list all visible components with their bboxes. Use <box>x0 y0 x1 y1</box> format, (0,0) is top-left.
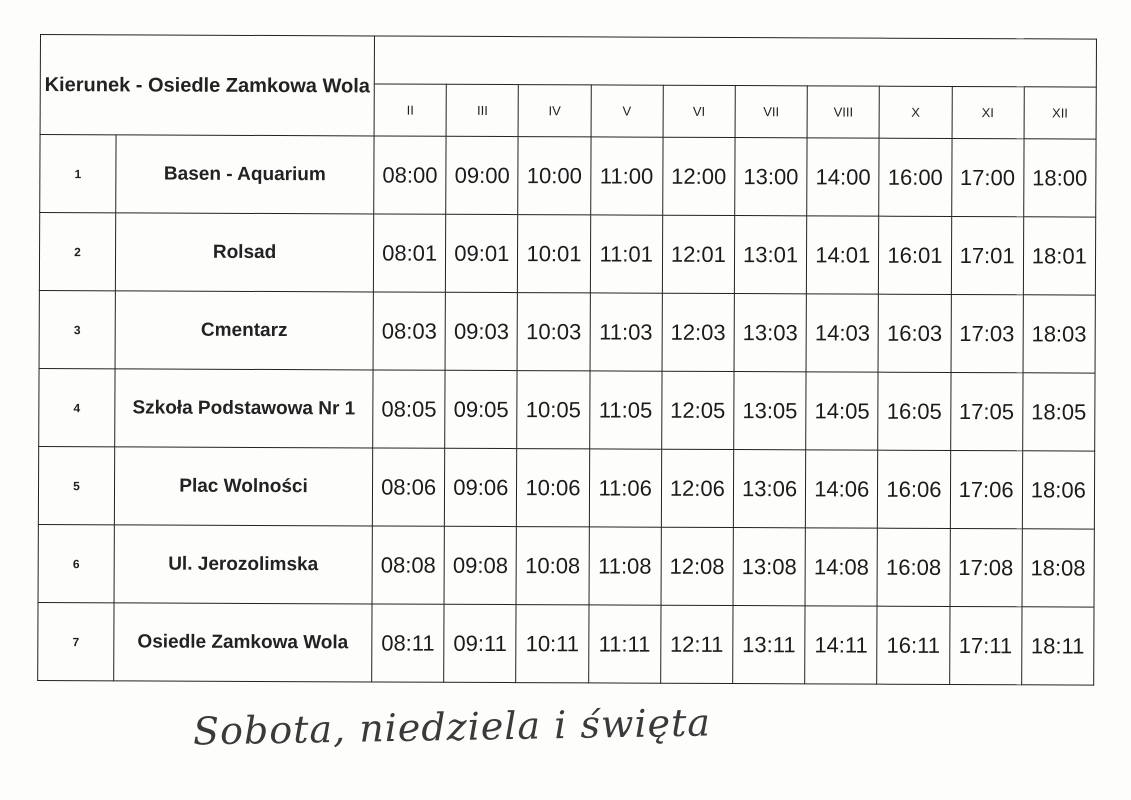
handwritten-note: Sobota, niedziela i święta <box>192 700 712 754</box>
departure-time: 09:01 <box>446 214 519 292</box>
course-header: V <box>591 85 663 137</box>
departure-time: 18:06 <box>1022 451 1095 529</box>
departure-time: 09:06 <box>445 448 518 526</box>
stop-name: Cmentarz <box>115 291 373 370</box>
departure-time: 12:08 <box>661 527 734 605</box>
departure-time: 09:05 <box>445 370 518 448</box>
stop-name: Ul. Jerozolimska <box>114 525 372 604</box>
departure-time: 14:00 <box>807 138 880 216</box>
stop-number: 1 <box>40 135 116 213</box>
departure-time: 11:01 <box>590 215 663 293</box>
departure-time: 12:11 <box>660 605 733 683</box>
departure-time: 10:01 <box>518 215 591 293</box>
departure-time: 14:03 <box>806 294 879 372</box>
departure-time: 17:03 <box>951 294 1024 372</box>
direction-label: Kierunek - Osiedle Zamkowa Wola <box>40 35 374 136</box>
course-header: X <box>879 86 951 138</box>
departure-time: 08:11 <box>372 604 445 682</box>
departure-time: 13:05 <box>734 372 807 450</box>
departure-time: 16:11 <box>877 606 950 684</box>
departure-time: 10:06 <box>517 449 590 527</box>
departure-time: 17:01 <box>951 216 1024 294</box>
departure-time: 09:03 <box>445 292 518 370</box>
table-row <box>40 135 1096 218</box>
stop-number: 5 <box>38 446 114 524</box>
departure-time: 14:06 <box>805 450 878 528</box>
departure-time: 11:08 <box>589 527 662 605</box>
header-blank-band <box>374 36 1096 87</box>
departure-time: 13:01 <box>734 216 807 294</box>
departure-time: 14:05 <box>806 372 879 450</box>
departure-time: 10:00 <box>518 137 591 215</box>
departure-time: 17:11 <box>949 606 1022 684</box>
departure-time: 11:00 <box>590 137 663 215</box>
departure-time: 16:08 <box>877 528 950 606</box>
course-header: XII <box>1024 87 1096 139</box>
departure-time: 12:01 <box>662 215 735 293</box>
departure-time: 09:08 <box>444 526 517 604</box>
departure-time: 12:03 <box>662 293 735 371</box>
departure-time: 16:05 <box>878 372 951 450</box>
departure-time: 08:03 <box>373 292 446 370</box>
course-header: VIII <box>807 86 879 138</box>
departure-time: 16:06 <box>878 450 951 528</box>
departure-time: 18:05 <box>1022 373 1095 451</box>
departure-time: 08:08 <box>372 526 445 604</box>
departure-time: 16:03 <box>878 294 951 372</box>
departure-time: 10:05 <box>517 371 590 449</box>
departure-time: 14:08 <box>805 528 878 606</box>
stop-number: 4 <box>39 368 115 446</box>
table-row <box>39 213 1095 296</box>
departure-time: 08:00 <box>374 136 447 214</box>
departure-time: 17:00 <box>951 138 1024 216</box>
departure-time: 17:05 <box>950 372 1023 450</box>
departure-time: 13:08 <box>733 528 806 606</box>
header-row <box>40 35 1096 88</box>
stop-number: 6 <box>38 524 114 602</box>
departure-time: 16:01 <box>879 216 952 294</box>
departure-time: 14:01 <box>807 216 880 294</box>
departure-time: 13:06 <box>733 450 806 528</box>
stop-name: Rolsad <box>115 213 373 292</box>
departure-time: 11:03 <box>590 293 663 371</box>
departure-time: 12:00 <box>662 137 735 215</box>
table-row <box>38 524 1094 607</box>
course-header: III <box>446 84 518 136</box>
departure-time: 11:06 <box>589 449 662 527</box>
departure-time: 18:08 <box>1022 529 1095 607</box>
course-header: II <box>374 84 446 136</box>
departure-time: 09:11 <box>444 604 517 682</box>
table-row <box>38 446 1094 529</box>
stop-name: Basen - Aquarium <box>116 135 374 214</box>
course-header: IV <box>518 85 590 137</box>
departure-time: 18:11 <box>1021 607 1094 685</box>
table-row <box>39 290 1095 373</box>
departure-time: 10:11 <box>516 605 589 683</box>
departure-time: 11:11 <box>588 605 661 683</box>
departure-time: 18:01 <box>1023 217 1096 295</box>
course-header: VII <box>735 86 807 138</box>
timetable <box>37 34 1097 686</box>
departure-time: 18:00 <box>1023 139 1096 217</box>
stop-number: 2 <box>39 213 115 291</box>
departure-time: 12:06 <box>661 449 734 527</box>
departure-time: 16:00 <box>879 138 952 216</box>
stop-name: Szkoła Podstawowa Nr 1 <box>115 369 373 448</box>
departure-time: 13:00 <box>735 138 808 216</box>
departure-time: 08:05 <box>373 370 446 448</box>
departure-time: 08:06 <box>372 448 445 526</box>
departure-time: 11:05 <box>589 371 662 449</box>
departure-time: 12:05 <box>661 371 734 449</box>
departure-time: 13:03 <box>734 294 807 372</box>
stop-number: 3 <box>39 290 115 368</box>
departure-time: 10:03 <box>517 293 590 371</box>
departure-time: 18:03 <box>1023 295 1096 373</box>
departure-time: 08:01 <box>373 214 446 292</box>
departure-time: 10:08 <box>516 527 589 605</box>
departure-time: 17:06 <box>950 450 1023 528</box>
course-header: XI <box>952 86 1024 138</box>
departure-time: 14:11 <box>805 606 878 684</box>
stop-number: 7 <box>38 602 114 680</box>
stop-name: Plac Wolności <box>114 447 372 526</box>
timetable-body <box>38 35 1097 686</box>
stop-name: Osiedle Zamkowa Wola <box>114 603 372 682</box>
departure-time: 17:08 <box>950 528 1023 606</box>
departure-time: 09:00 <box>446 136 519 214</box>
table-row <box>38 602 1094 685</box>
course-header: VI <box>663 85 735 137</box>
departure-time: 13:11 <box>733 606 806 684</box>
table-row <box>39 368 1095 451</box>
